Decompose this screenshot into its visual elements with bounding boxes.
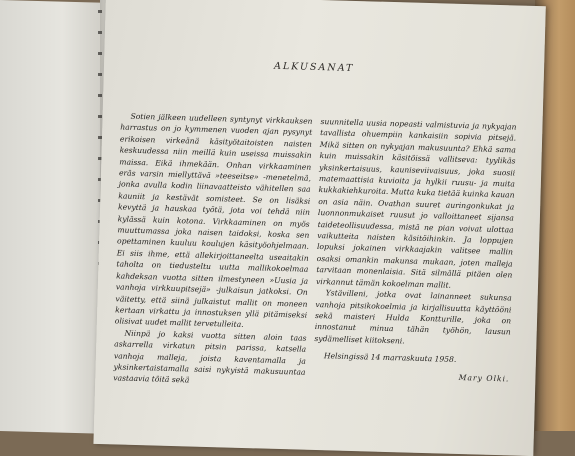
text-column-left xyxy=(113,110,313,389)
place-date: Helsingissä 14 marraskuuta 1958. xyxy=(323,351,457,365)
text-column-right xyxy=(313,116,516,384)
right-page xyxy=(93,0,545,456)
paragraph: suunnitella uusia nopeasti valmistuvia ja nykyajan tavallista ohuempiin kankaisiin sopivia pitsejä. Mikä sitten on nykyajan makusuunta? Ehkä sama kuin muissakin käsitöissä vallitseva: tyylikäs yksinkertaisuus, kauniseviivaisuus, joka suosii matemaattisia kuvioita ja hylkii ruusu- ja muita kukkakiehkuroita. Mutta kuka tietää kuinka kauan on asia näin. Ovathan suuret auringonkukat ja luonnonmukaiset ruusut jo valloittaneet sijansa taideteollisuudessa, mistä ne pian voivat ulottaa vaikutteita naisten käsitöihinkin. Ja loppujen lopuksi jokainen virkkaajakin valitsee mallin osaksi omankin makunsa mukaan, joten malleja tarvitaan monenlaisia. Sitä silmällä pitäen olen virkannut tämän kokoelman mallit. xyxy=(315,117,517,290)
paragraph: Niinpä jo kaksi vuotta sitten aloin taas askarrella virkatun pitsin parissa, katsella vanhoja malleja, joista kaventamalla ja yksinkertaistamalla saisi nykyistä makusuuntaa vastaavia töitä sekä xyxy=(113,328,307,385)
signature: Mary Olki. xyxy=(458,372,510,383)
page-title: ALKUSANAT xyxy=(273,60,355,74)
paragraph: Sotien jälkeen uudelleen syntynyt virkkauksen harrastus on jo kymmenen vuoden ajan pysynyt erikoisen virkeänä käsityötaitoisten naisten keskuudessa niin meillä kuin useissa muissakin maissa. Eikä ihmekään. Onhan virkkaaminen eräs varsin miellyttävä »teeseitse» -menetelmä, jonka avulla kodin liinavaatteisto vähitellen saa kauniit ja kestävät somisteet. Se on lisäksi kevyttä ja hauskaa työtä, jota voi tehdä niin kylässä kuin kotona. Virkkaaminen on myös muuttumassa joka naisen taidoksi, koska sen opettaminen kuuluu koulujen käsityöohjelmaan. Ei siis ihme, että allekirjoittaneelta useaitakin taholta on tiedusteltu uutta mallikokoelmaa kahdeksan vuotta sitten ilmestyneen »Uusia ja vanhoja virkkuupitsejä» -julkaisun jatkoksi. On väitetty, että siinä julkaistut mallit on moneen kertaan virkattu ja innostuksen yllä pitämiseksi olisivat uudet mallit tervetulleita. xyxy=(114,111,313,330)
paragraph: Ystävilleni, jotka ovat lainanneet sukunsa vanhoja pitsikokoelmia ja kirjallisuutta käyttööni sekä maisteri Hulda Kontturille, joka on innostanut minua tähän työhön, lausun sydämelliset kiitokseni. xyxy=(314,288,512,346)
left-page xyxy=(0,0,104,434)
